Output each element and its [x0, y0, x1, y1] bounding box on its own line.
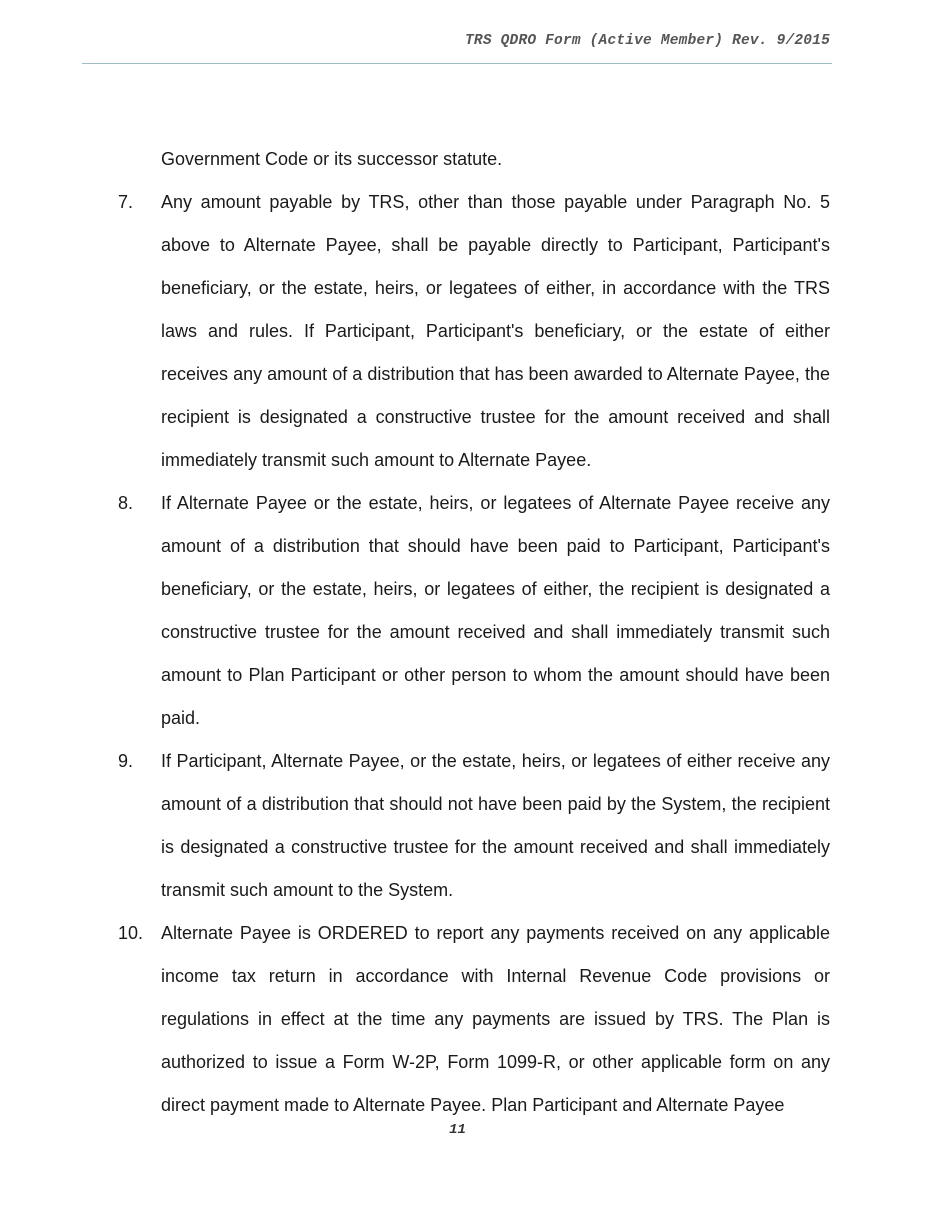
document-body: [118, 138, 830, 1127]
paragraph-text: If Alternate Payee or the estate, heirs, or legatees of Alternate Payee receive any amount of a distribution that should have been paid to Participant, Participant's beneficiary, or the estate, heirs, or legatees of either, the recipient is designated a constructive trustee for the amount received and shall immediately transmit such amount to Plan Participant or other person to whom the amount should have been paid.: [161, 493, 830, 728]
header-divider: [82, 63, 832, 64]
page-number: 11: [449, 1122, 466, 1138]
paragraph-number: 7.: [118, 192, 134, 212]
paragraph-text: Any amount payable by TRS, other than those payable under Paragraph No. 5 above to Alternate Payee, shall be payable directly to Participant, Participant's beneficiary, or the estate, heirs, or legatees of either, in accordance with the TRS laws and rules. If Participant, Participant's beneficiary, or the estate of either receives any amount of a distribution that has been awarded to Alternate Payee, the recipient is designated a constructive trustee for the amount received and shall immediately transmit such amount to Alternate Payee.: [161, 192, 830, 470]
paragraph-number: 9.: [118, 751, 134, 771]
paragraph-8: [118, 482, 830, 740]
paragraph-10: [118, 912, 830, 1127]
paragraph-number: 8.: [118, 493, 134, 513]
continuation-text: Government Code or its successor statute.: [161, 149, 503, 169]
paragraph-text: Alternate Payee is ORDERED to report any payments received on any applicable income tax return in accordance with Internal Revenue Code provisions or regulations in effect at the time any payments are issued by TRS. The Plan is authorized to issue a Form W-2P, Form 1099-R, or other applicable form on any direct payment made to Alternate Payee. Plan Participant and Alternate Payee: [161, 923, 830, 1115]
running-header: TRS QDRO Form (Active Member) Rev. 9/2015: [465, 33, 830, 49]
paragraph-number: 10.: [118, 923, 144, 943]
paragraph-9: [118, 740, 830, 912]
paragraph-text: If Participant, Alternate Payee, or the estate, heirs, or legatees of either receive any amount of a distribution that should not have been paid by the System, the recipient is designated a constructive trustee for the amount received and shall immediately transmit such amount to the System.: [161, 751, 830, 900]
paragraph-7: [118, 181, 830, 482]
